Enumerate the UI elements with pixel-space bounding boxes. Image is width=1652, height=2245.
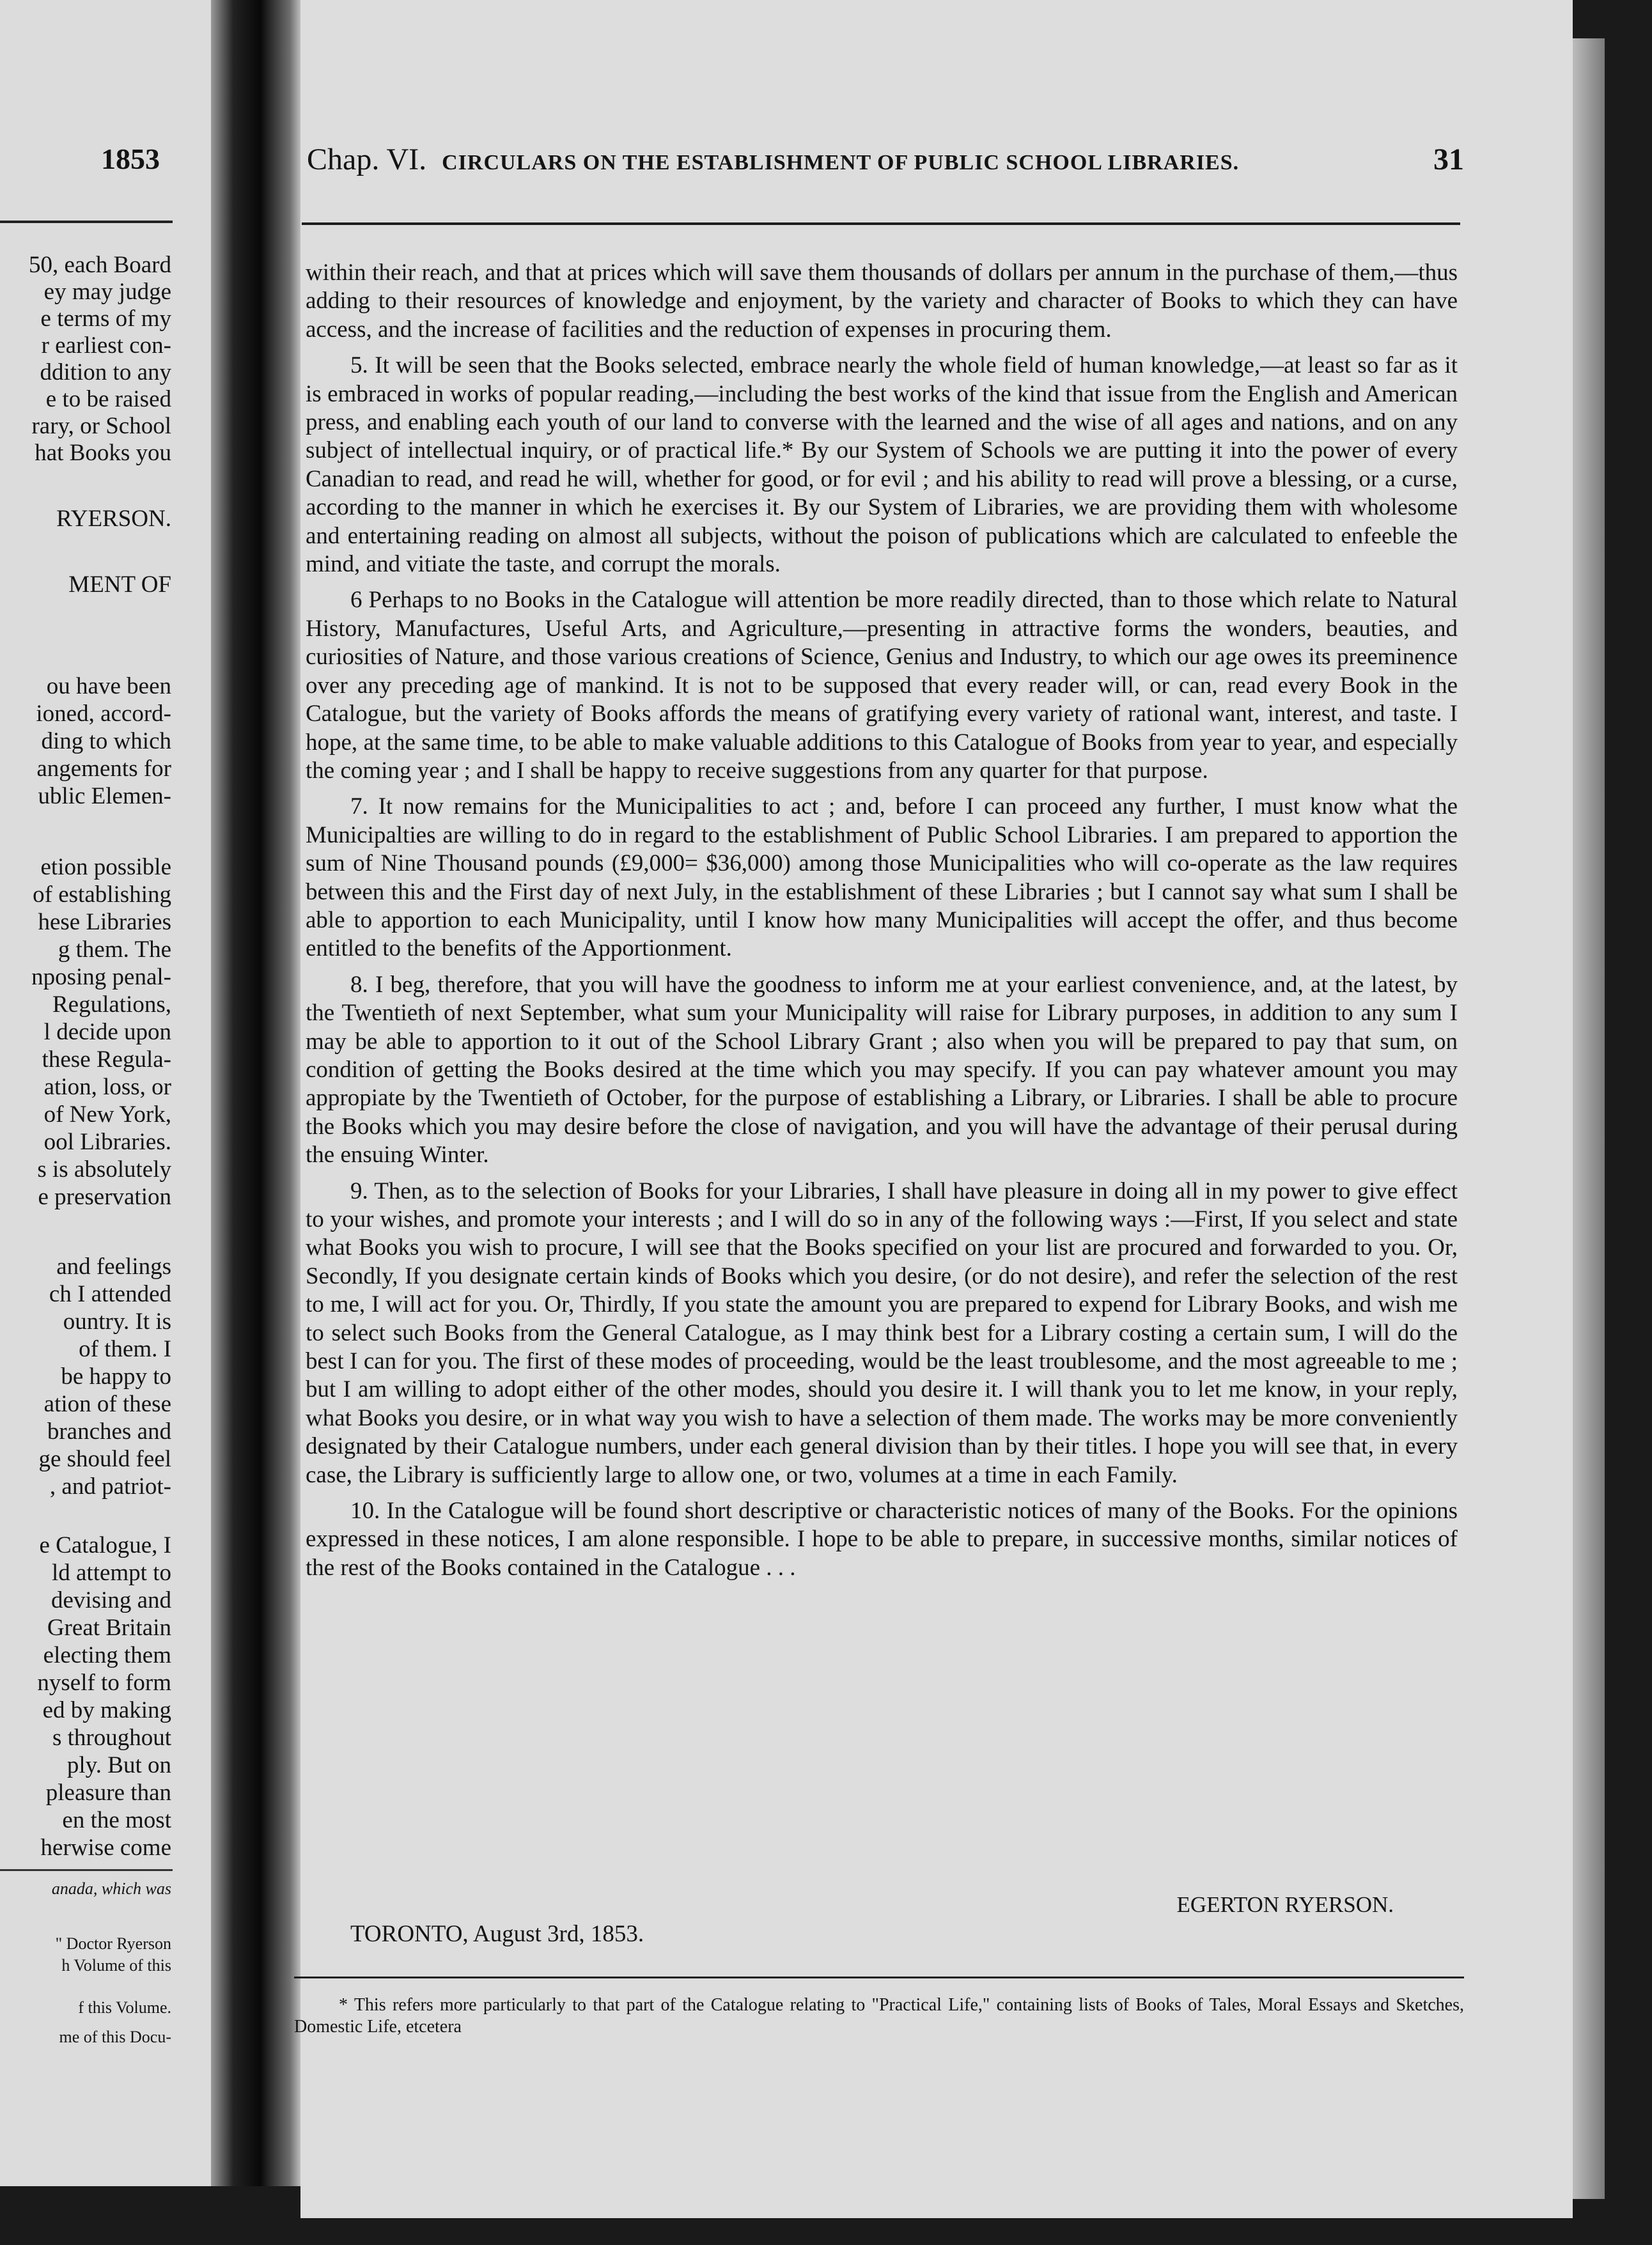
left-text-line: ountry. It is (63, 1309, 171, 1335)
left-footnote-rule (0, 1869, 173, 1871)
left-text-line: and feelings (56, 1254, 171, 1280)
left-text-line: ioned, accord- (36, 701, 171, 727)
page-edge-shadow (1573, 38, 1605, 2199)
paragraph-7: 7. It now remains for the Municipalities to act ; and, before I can proceed any further, I must know what the Municipalties are willing to do in regard to the establishment of Public School Libraries. I am prepared to apportion the sum of Nine Thousand pounds (£9,000= $36,000) among those Municipalities who will co-operate as the law requires between this and the First day of next July, in the establishment of these Libraries ; but I cannot say what sum I shall be able to apportion to each Municipality, until I know how many Municipalities will accept the offer, and thus become entitled to the benefits of the Apportionment. (306, 793, 1458, 962)
left-text-line: ddition to any (40, 359, 171, 385)
left-text-line: g them. The (58, 936, 171, 963)
left-facing-page (0, 0, 211, 2186)
paragraph-continued: within their reach, and that at prices which will save them thousands of dollars per annum in the purchase of them,—thus adding to their resources of knowledge and enjoyment, by the variety and character of Books to which they can have access, and the increase of facilities and the reduction of expenses in procuring them. (306, 260, 1458, 343)
left-text-line: etion possible (40, 854, 171, 880)
left-text-line: herwise come (40, 1835, 171, 1861)
sign-off (306, 1892, 1458, 1969)
paragraph-9: 9. Then, as to the selection of Books for your Libraries, I shall have pleasure in doing all in my power to give effect to your wishes, and promote your interests ; and I will do so in any of the following ways :—First, If you select and state what Books you wish to procure, I will see that the Books specified on your list are procured and forwarded to you. Or, Secondly, If you designate certain kinds of Books which you desire, (or do not desire), and refer the selection of the rest to me, I will act for you. Or, Thirdly, If you state the amount you are prepared to expend for Library Books, and wish me to select such Books from the General Catalogue, as I may think best for a Library costing a certain sum, I will do the best I can for you. The first of these modes of proceeding, would be the least troublesome, and the most agreeable to me ; but I am willing to adopt either of the other modes, should you desire it. I will thank you to let me know, in your reply, what Books you desire, or in what way you wish to have a selection of them made. The works may be more conveniently designated by their Catalogue numbers, under each general division than by their titles. I hope you will see that, in every case, the Library is sufficiently large to allow one, or two, volumes at a time in each Family. (306, 1177, 1458, 1488)
left-text-line: RYERSON. (56, 506, 171, 532)
left-text-line: ation, loss, or (43, 1074, 171, 1100)
left-text-line: electing them (43, 1642, 171, 1668)
left-text-line: nposing penal- (31, 964, 171, 990)
left-text-line: branches and (47, 1418, 171, 1445)
left-text-line: ool Libraries. (43, 1129, 171, 1155)
footnote-rule (294, 1977, 1464, 1978)
paragraph-6: 6 Perhaps to no Books in the Catalogue will attention be more readily directed, than to those which relate to Natural History, Manufactures, Useful Arts, and Agriculture,—presenting in attractive forms the wonders, beauties, and curiosities of Nature, and those various creations of Science, Genius and Industry, to which our age owes its preeminence over any preceding age of mankind. It is not to be supposed that every reader will, or can, read every Book in the Catalogue, but the variety of Books affords the means of gratifying every variety of rational want, interest, and taste. I hope, at the same time, to be able to make valuable additions to this Catalogue of Books from year to year, and especially the coming year ; and I shall be happy to receive suggestions from any quarter for that purpose. (306, 587, 1458, 784)
left-text-line: e terms of my (40, 306, 171, 332)
left-text-line: e preservation (38, 1184, 171, 1210)
left-text-line: ge should feel (38, 1446, 171, 1472)
left-text-line: s is absolutely (37, 1156, 171, 1183)
left-text-line: MENT OF (68, 571, 171, 598)
left-text-line: hat Books you (35, 440, 171, 466)
left-text-line: ublic Elemen- (38, 783, 171, 809)
left-text-line: be happy to (61, 1363, 171, 1390)
left-text-line: hese Libraries (38, 909, 171, 935)
left-text-line: these Regula- (42, 1046, 171, 1073)
left-page-number: 1853 (101, 143, 160, 175)
left-text-line: Regulations, (52, 991, 171, 1018)
left-text-line: ation of these (43, 1391, 171, 1417)
paragraph-10: 10. In the Catalogue will be found short descriptive or characteristic notices of many of the Books. For the opinions expressed in these notices, I am alone responsible. I hope to be able to prepare, in successive months, similar notices of the rest of the Books contained in the Catalogue . . . (306, 1498, 1458, 1581)
left-text-line: e Catalogue, I (39, 1532, 171, 1558)
left-footnote-line: anada, which was (51, 1879, 171, 1898)
left-text-line: ed by making (42, 1697, 171, 1723)
left-text-line: ply. But on (66, 1752, 171, 1778)
left-footnote-line: " Doctor Ryerson (55, 1934, 171, 1953)
left-text-line: of establishing (33, 882, 171, 908)
left-text-line: ey may judge (43, 279, 171, 305)
left-text-line: pleasure than (45, 1780, 171, 1806)
left-text-line: l decide upon (43, 1019, 171, 1045)
left-text-line: ding to which (41, 728, 171, 754)
paragraph-8: 8. I beg, therefore, that you will have the goodness to inform me at your earliest convenience, and, at the latest, by the Twentieth of next September, what sum your Municipality will raise for Library purposes, in addition to any sum I may be able to apportion to it out of the School Library Grant ; also when you will be prepared to pay that sum, on condition of getting the Books desired at the time which you may specify. If you can pay whatever amount you may appropiate by the Twentieth of October, for the purpose of establishing a Library, or Libraries. I shall be able to procure the Books which you may desire before the close of navigation, and you will have the advantage of their perusal during the ensuing Winter. (306, 971, 1458, 1169)
paragraph-5: 5. It will be seen that the Books selected, embrace nearly the whole field of human knowledge,—at least so far as it is embraced in works of popular reading,—including the best works of the kind that issue from the English and American press, and enabling each youth of our land to converse with the learned and the wise of all ages and nations, and on any subject of intellectual inquiry, or of practical life.* By our System of Schools we are putting it into the power of every Canadian to read, and read he will, whether for good, or for evil ; and his ability to read will prove a blessing, or a curse, according to the manner in which he exercises it. By our System of Libraries, we are providing them with wholesome and entertaining reading on almost all subjects, without the poison of publications which are calculated to enfeeble the mind, and vitiate the taste, and corrupt the morals. (306, 352, 1458, 578)
book-gutter-shadow (211, 0, 300, 2186)
left-text-line: , and patriot- (49, 1473, 171, 1500)
left-header-rule (0, 221, 173, 223)
left-text-line: ld attempt to (51, 1560, 171, 1586)
left-text-line: 50, each Board (29, 252, 171, 278)
left-text-line: s throughout (52, 1725, 171, 1751)
date-line: TORONTO, August 3rd, 1853. (350, 1921, 644, 1947)
left-text-line: ou have been (46, 673, 171, 699)
running-title: CIRCULARS ON THE ESTABLISHMENT OF PUBLIC SCHOOL LIBRARIES. (442, 151, 1240, 175)
left-text-line: en the most (62, 1807, 171, 1833)
left-footnote-line: me of this Docu- (59, 2028, 171, 2046)
body-text (306, 259, 1458, 1590)
left-text-line: nyself to form (37, 1670, 171, 1696)
header-rule (302, 222, 1460, 225)
left-footnote-line: h Volume of this (61, 1956, 171, 1975)
left-text-line: angements for (36, 756, 171, 782)
left-footnote-line: f this Volume. (78, 1998, 171, 2017)
left-text-line: ch I attended (49, 1281, 171, 1307)
left-text-line: rary, or School (31, 413, 171, 439)
footnote: * This refers more particularly to that part of the Catalogue relating to "Practical Life," containing lists of Books of Tales, Moral Essays and Sketches, Domestic Life, etcetera (294, 1995, 1464, 2037)
left-text-line: devising and (51, 1587, 171, 1613)
left-text-line: r earliest con- (41, 332, 171, 359)
signature: EGERTON RYERSON. (1176, 1892, 1394, 1917)
chapter-label: Chap. VI. (307, 143, 427, 176)
left-text-line: Great Britain (47, 1615, 171, 1641)
left-text-line: of New York, (43, 1101, 171, 1128)
left-text-line: e to be raised (45, 386, 171, 412)
page-number: 31 (1433, 143, 1464, 176)
running-header (307, 142, 1464, 187)
left-text-line: of them. I (79, 1336, 171, 1362)
